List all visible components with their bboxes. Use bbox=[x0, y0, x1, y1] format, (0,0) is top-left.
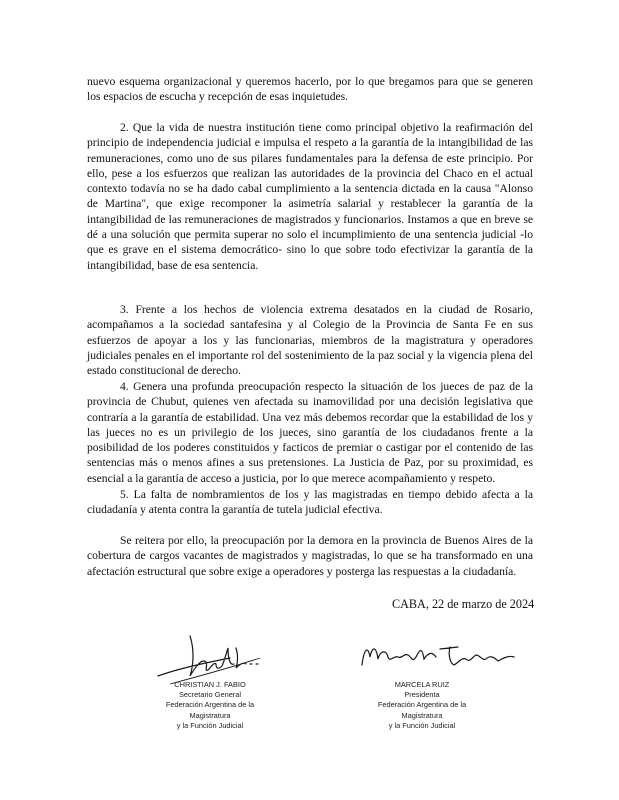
signature-ruiz-image bbox=[358, 635, 518, 675]
signatory-name: CHRISTIAN J. FABIO bbox=[174, 680, 246, 689]
signatory-role: Secretario General bbox=[178, 690, 242, 700]
paragraph-point-5: 5. La falta de nombramientos de los y las magistradas en tiempo debido afecta a la ciudadanía y atenta contra la garantía de tutela judicial efectiva. bbox=[87, 488, 533, 517]
paragraph-closing: Se reitera por ello, la preocupación por la demora en la provincia de Buenos Aires de la cobertura de cargos vacantes de magistrados y magistradas, lo que se ha transformado en una afectación estructural que sobre exige a operadores y posterga las respuestas a la ciudadanía. bbox=[87, 534, 533, 578]
date-line: CABA, 22 de marzo de 2024 bbox=[392, 597, 535, 611]
signature-fabio-image bbox=[150, 618, 270, 688]
signatory-name: MARCELA RUIZ bbox=[394, 680, 450, 689]
paragraph-point-2: 2. Que la vida de nuestra institución tiene como principal objetivo la reafirmación del principio de independencia judicial e impulsa el respeto a la garantía de la intangibilidad de las remuneraciones, como uno de sus pilares fundamentales para la defensa de este principio. Por ello, pese a los esfuerzos que realizan las autoridades de la provincia del Chaco en el actual contexto todavía no se ha dado cabal cumplimiento a la sentencia dictada en la causa "Alonso de Martina", que exige recomponer la asimetría salarial y restablecer la garantía de la intangibilidad de las remuneraciones de magistrados y funcionarios. Instamos a que en breve se dé a una solución que permita superar no solo el incumplimiento de una sentencia judicial -lo que es grave en el sistema democrático- sino lo que sobre todo efectivizar la garantía de la intangibilidad, base de esa sentencia. bbox=[87, 121, 533, 272]
paragraph-point-3: 3. Frente a los hechos de violencia extrema desatados en la ciudad de Rosario, acompañamos a la sociedad santafesina y al Colegio de la Provincia de Santa Fe en sus esfuerzos de apoyar a los y las funcionarias, miembros de la magistratura y operadores judiciales penales en el importante rol del sostenimiento de la paz social y la vigencia plena del estado constitucional de derecho. bbox=[87, 303, 533, 378]
signatory-role: Presidenta bbox=[404, 690, 440, 700]
paragraph-point-4: 4. Genera una profunda preocupación respecto la situación de los jueces de paz de la provincia de Chubut, quienes ven afectada su inamovilidad por una decisión legislativa que contraría a la garantía de estabilidad. Una vez más debemos recordar que la estabilidad de los y las jueces no es un privilegio de los jueces, sino garantía de los ciudadanos frente a la posibilidad de los poderes constituidos y facticos de premiar o castigar por el contenido de las sentencias más o menos afines a sus pretensiones. La Justicia de Paz, por su proximidad, es esencial a la garantía de acceso a justicia, por lo que merece acompañamiento y respeto. bbox=[87, 380, 533, 485]
paragraph-continuation: nuevo esquema organizacional y queremos hacerlo, por lo que bregamos para que se generen los espacios de escucha y recepción de esas inquietudes. bbox=[87, 75, 533, 104]
signature-block-ruiz bbox=[362, 680, 482, 731]
signatory-organization-line2: y la Función Judicial bbox=[388, 720, 456, 730]
signatory-organization: Federación Argentina de la Magistratura bbox=[165, 700, 255, 720]
signatory-organization: Federación Argentina de la Magistratura bbox=[377, 700, 467, 720]
signatory-organization-line2: y la Función Judicial bbox=[176, 720, 244, 730]
signature-block-fabio bbox=[150, 680, 270, 731]
